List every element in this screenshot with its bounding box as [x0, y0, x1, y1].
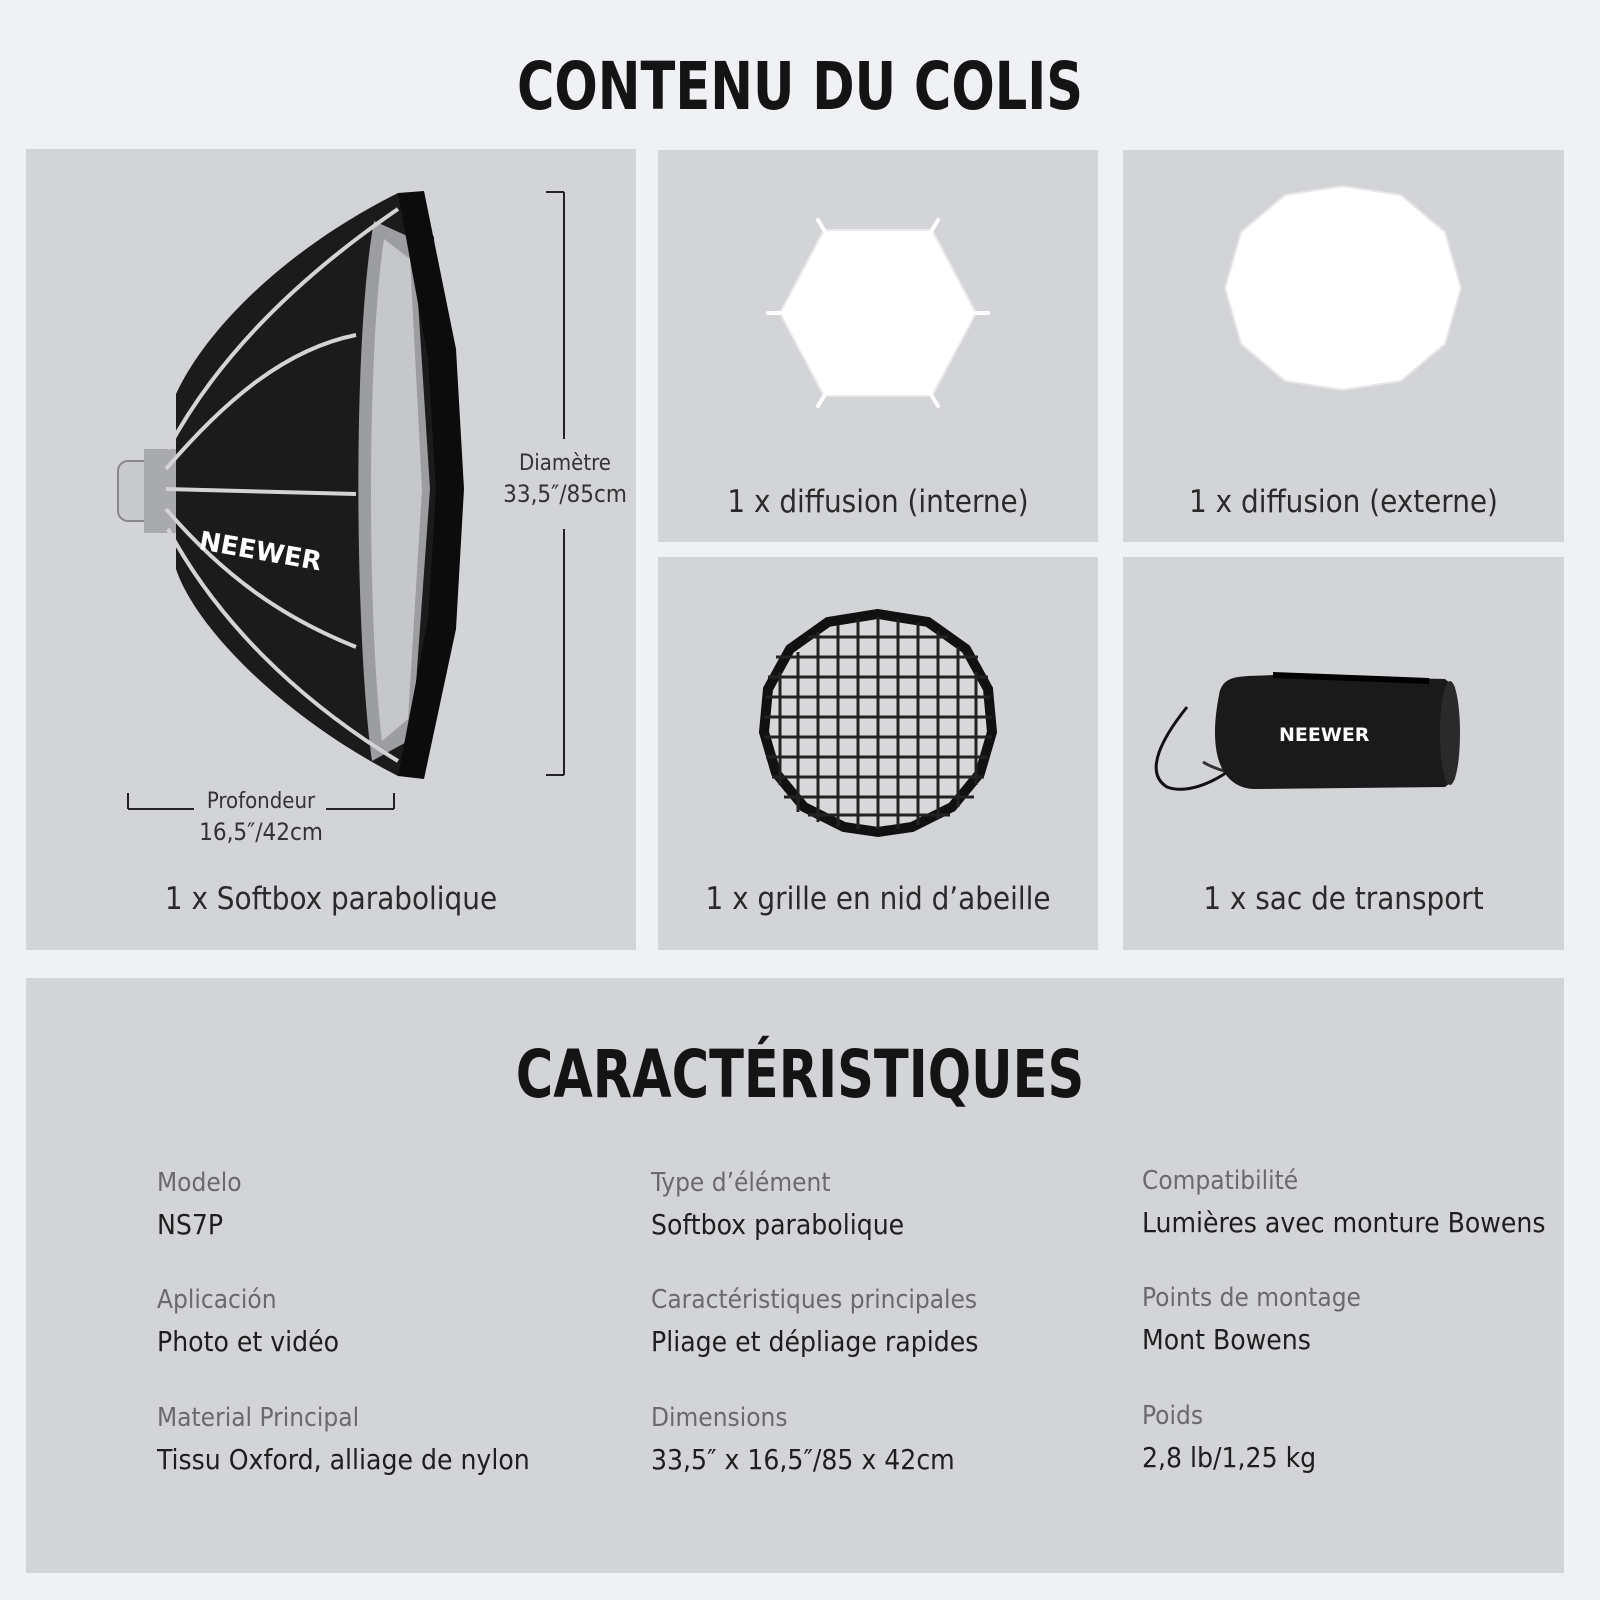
spec-value: Photo et vidéo: [157, 1325, 340, 1358]
contents-title: CONTENU DU COLIS: [516, 48, 1084, 125]
spec-material: [157, 1403, 530, 1476]
spec-value: Mont Bowens: [1142, 1323, 1311, 1356]
svg-text:NEEWER: NEEWER: [1279, 724, 1370, 746]
spec-value: Tissu Oxford, alliage de nylon: [157, 1443, 530, 1476]
softbox-caption: 1 x Softbox parabolique: [164, 881, 498, 917]
spec-mount-points: [1142, 1283, 1361, 1356]
inner-diffuser-caption: 1 x diffusion (interne): [727, 484, 1029, 520]
depth-label: Profondeur: [206, 789, 316, 814]
spec-weight: [1142, 1401, 1316, 1474]
carrying-bag-caption: 1 x sac de transport: [1203, 881, 1484, 917]
spec-label: Compatibilité: [1142, 1166, 1299, 1196]
spec-label: Aplicación: [157, 1285, 277, 1315]
spec-value: Pliage et dépliage rapides: [651, 1325, 979, 1358]
spec-label: Dimensions: [651, 1403, 788, 1433]
carrying-bag-panel: [1123, 557, 1564, 950]
diameter-label: Diamètre: [519, 451, 611, 476]
spec-value: 33,5″ x 16,5″/85 x 42cm: [651, 1443, 955, 1476]
honeycomb-grid-panel: [658, 557, 1098, 950]
spec-main-features: [651, 1285, 978, 1358]
spec-item-type: [651, 1168, 904, 1241]
spec-label: Caractéristiques principales: [651, 1285, 978, 1315]
spec-value: Lumières avec monture Bowens: [1142, 1206, 1546, 1239]
svg-text:NEEWER: NEEWER: [196, 526, 324, 578]
softbox-panel: [26, 149, 636, 950]
spec-compatibility: [1142, 1166, 1545, 1239]
spec-model: [157, 1168, 242, 1241]
spec-label: Type d’élément: [651, 1168, 831, 1198]
spec-value: 2,8 lb/1,25 kg: [1142, 1441, 1317, 1474]
spec-application: [157, 1285, 339, 1358]
specs-title: CARACTÉRISTIQUES: [515, 1036, 1085, 1113]
diameter-value: 33,5″/85cm: [503, 480, 627, 508]
spec-value: Softbox parabolique: [651, 1208, 905, 1241]
honeycomb-grid-caption: 1 x grille en nid d’abeille: [705, 881, 1051, 917]
inner-diffuser-panel: [658, 150, 1098, 542]
spec-label: Modelo: [157, 1168, 242, 1198]
outer-diffuser-panel: [1123, 150, 1564, 542]
depth-value: 16,5″/42cm: [199, 818, 323, 846]
spec-label: Poids: [1142, 1401, 1204, 1431]
spec-label: Material Principal: [157, 1403, 360, 1433]
spec-value: NS7P: [157, 1208, 224, 1241]
spec-label: Points de montage: [1142, 1283, 1361, 1313]
spec-dimensions: [651, 1403, 955, 1476]
outer-diffuser-caption: 1 x diffusion (externe): [1189, 484, 1498, 520]
